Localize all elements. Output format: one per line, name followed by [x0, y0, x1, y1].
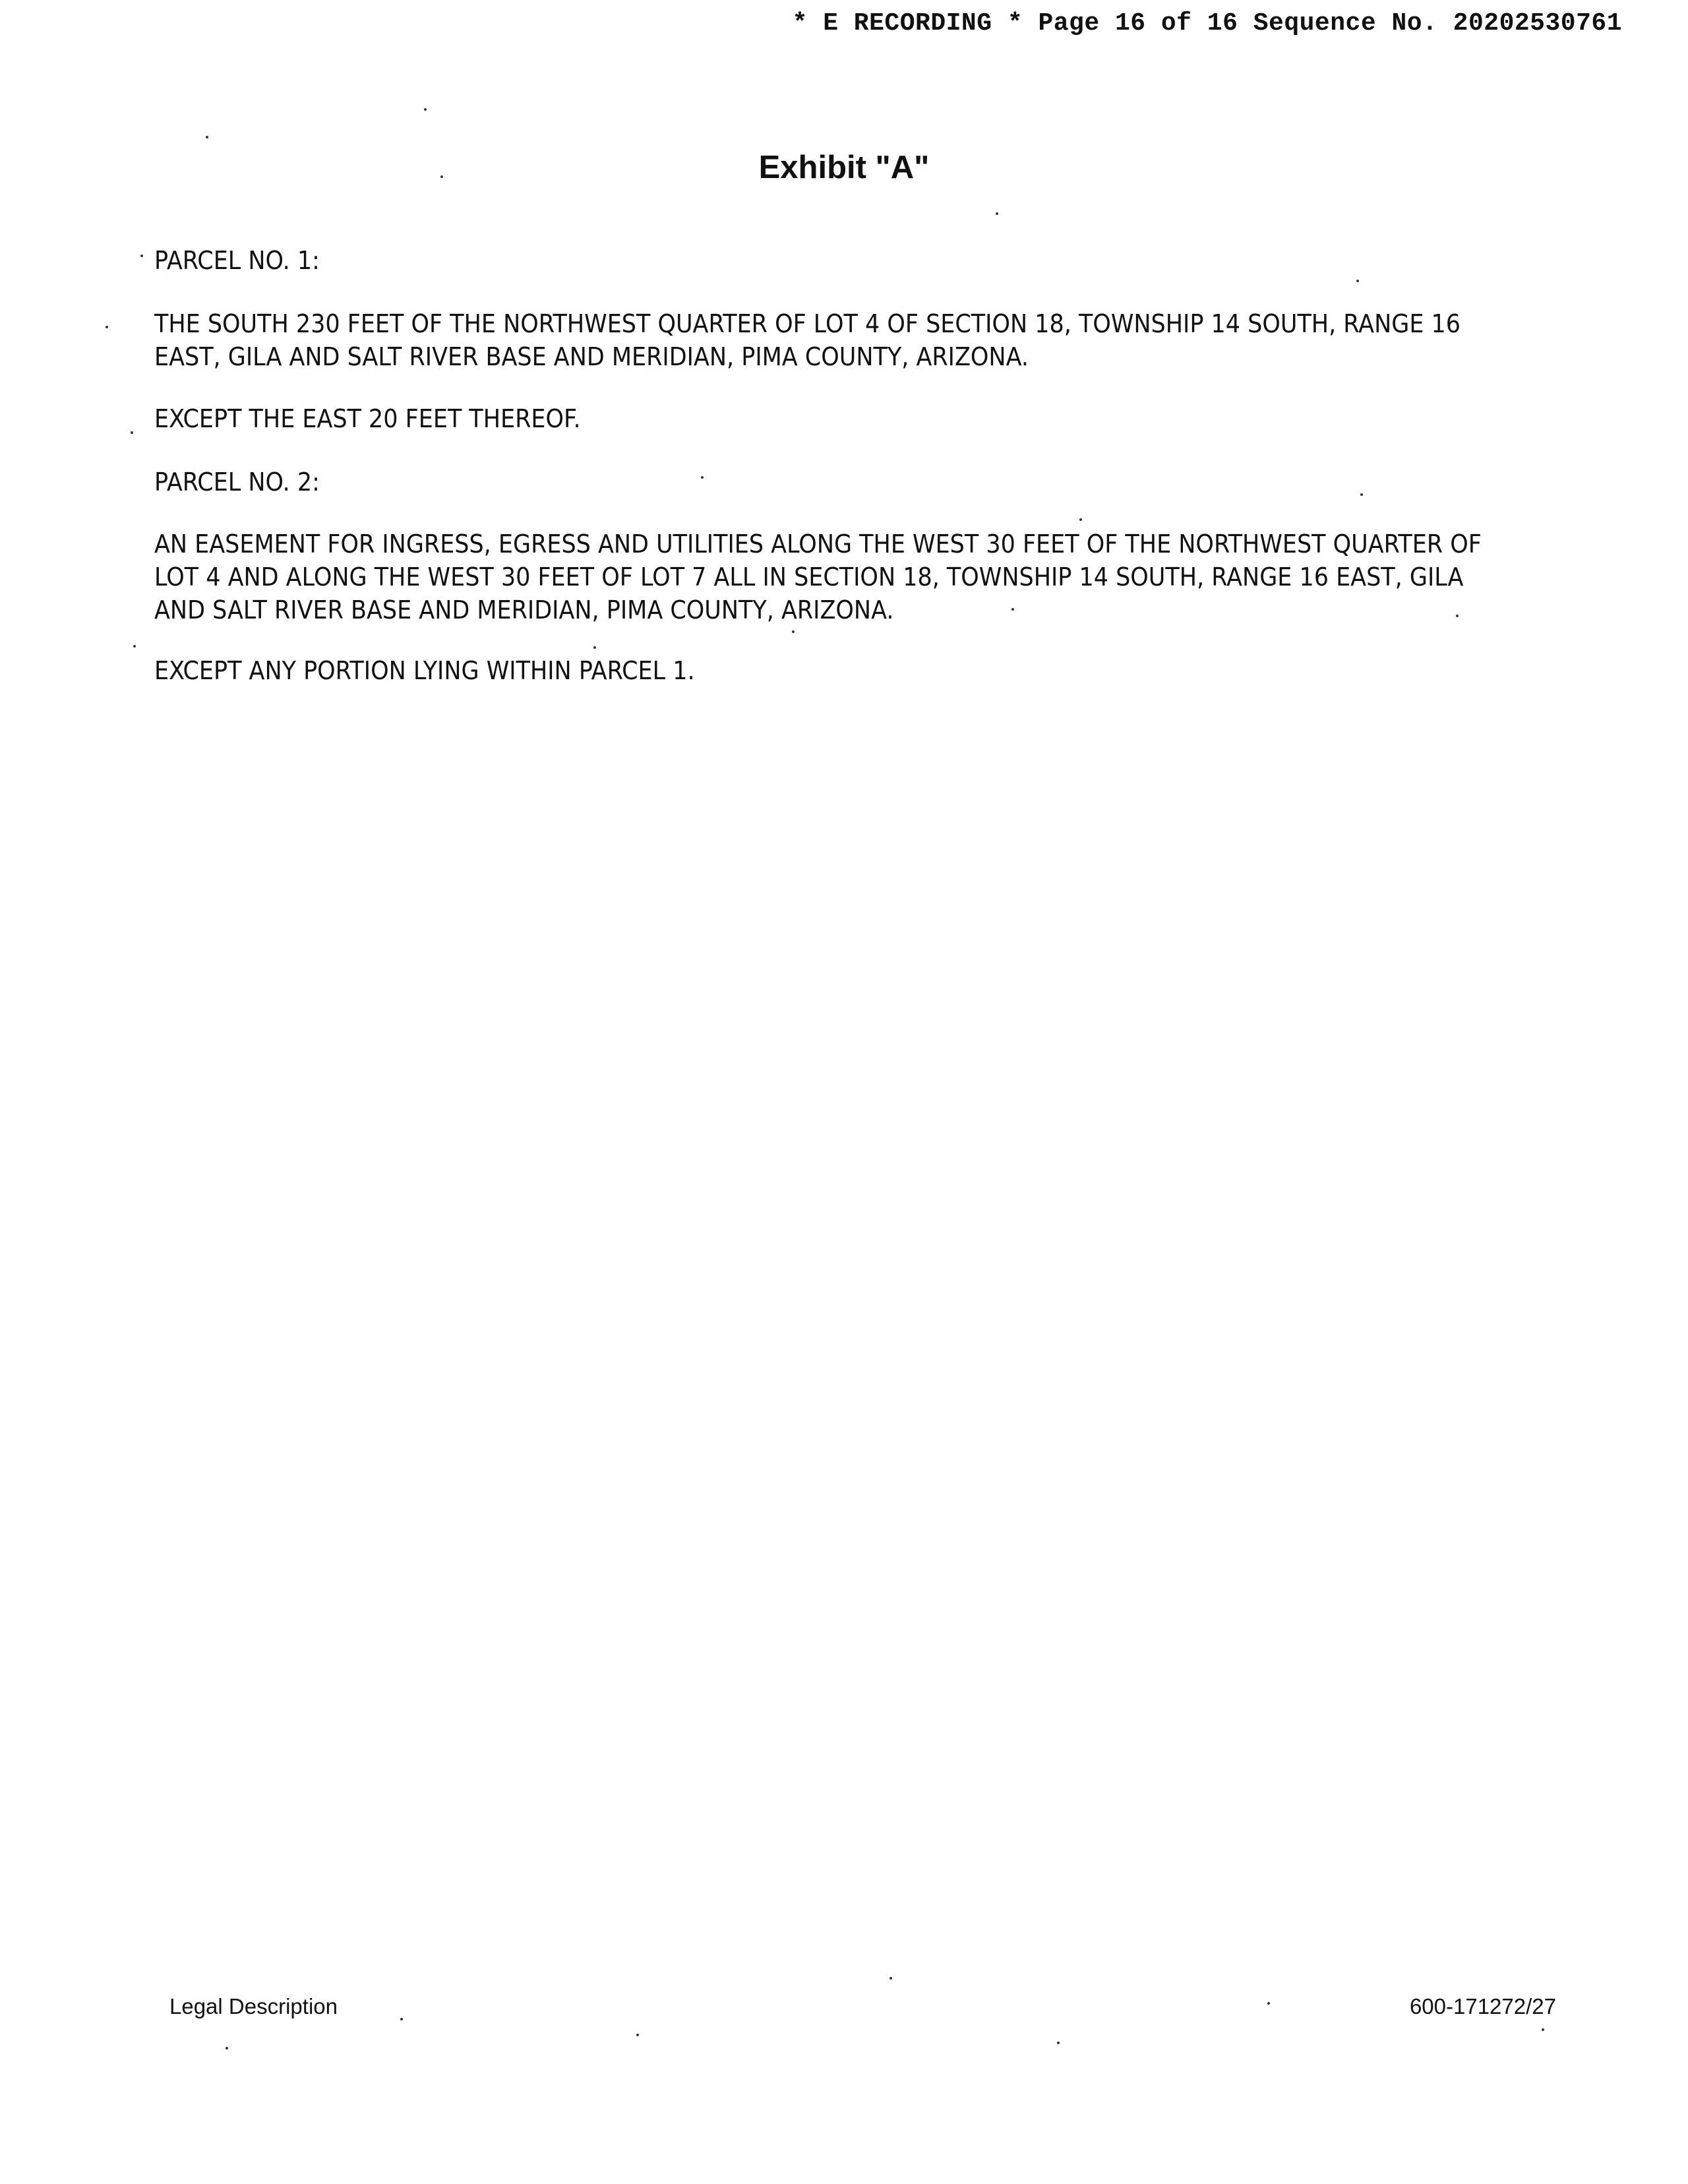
parcel-1-heading-text: PARCEL NO. 1:: [154, 246, 320, 275]
parcel-2-heading: [154, 466, 1459, 499]
parcel-2-description-line-2: LOT 4 AND ALONG THE WEST 30 FEET OF LOT 7 ALL IN SECTION 18, TOWNSHIP 14 SOUTH, RANGE 16 EAST, GILA: [154, 562, 1464, 592]
scan-speck: [400, 2018, 403, 2020]
scan-speck: [996, 212, 998, 215]
scan-speck: [1079, 518, 1082, 521]
parcel-1-exception-text: EXCEPT THE EAST 20 FEET THEREOF.: [154, 404, 581, 433]
parcel-2-description-line-3: AND SALT RIVER BASE AND MERIDIAN, PIMA COUNTY, ARIZONA.: [154, 595, 894, 624]
footer-document-type: Legal Description: [169, 1994, 338, 2018]
parcel-2-heading-text: PARCEL NO. 2:: [154, 468, 320, 497]
parcel-1-exception: [154, 402, 1459, 435]
scan-speck: [1542, 2028, 1544, 2031]
scan-speck: [226, 2047, 228, 2049]
scan-speck: [889, 1977, 892, 1980]
scan-speck: [701, 476, 704, 479]
scan-speck: [1011, 608, 1014, 611]
scan-speck: [1356, 280, 1359, 282]
scan-speck: [131, 431, 133, 434]
scan-speck: [792, 630, 795, 633]
scan-speck: [1360, 493, 1363, 496]
scan-speck: [636, 2034, 639, 2036]
parcel-2-description-line-1: AN EASEMENT FOR INGRESS, EGRESS AND UTILITIES ALONG THE WEST 30 FEET OF THE NORTHWEST QUARTER OF: [154, 530, 1482, 559]
scan-speck: [1057, 2042, 1060, 2044]
scan-speck: [1267, 2002, 1270, 2005]
parcel-2-exception-text: EXCEPT ANY PORTION LYING WITHIN PARCEL 1.: [154, 656, 695, 685]
parcel-1-heading: [154, 244, 1459, 277]
parcel-1-description-line-2: EAST, GILA AND SALT RIVER BASE AND MERIDIAN, PIMA COUNTY, ARIZONA.: [154, 342, 1029, 371]
scan-speck: [1456, 615, 1459, 617]
footer-file-number: 600-171272/27: [1409, 1994, 1556, 2018]
scan-speck: [106, 326, 108, 328]
scan-speck: [424, 108, 427, 111]
scan-speck: [440, 175, 443, 178]
scan-speck: [593, 646, 596, 649]
parcel-2-exception: [154, 654, 1459, 687]
scan-speck: [133, 645, 136, 648]
parcel-2-description: [154, 528, 1482, 626]
scan-speck: [140, 255, 143, 257]
parcel-1-description-line-1: THE SOUTH 230 FEET OF THE NORTHWEST QUARTER OF LOT 4 OF SECTION 18, TOWNSHIP 14 SOUTH, RANGE 16: [154, 309, 1461, 338]
exhibit-title: Exhibit "A": [758, 150, 930, 185]
scan-speck: [206, 136, 208, 138]
parcel-1-description: [154, 307, 1459, 373]
recording-header: * E RECORDING * Page 16 of 16 Sequence No. 20202530761: [792, 9, 1622, 38]
